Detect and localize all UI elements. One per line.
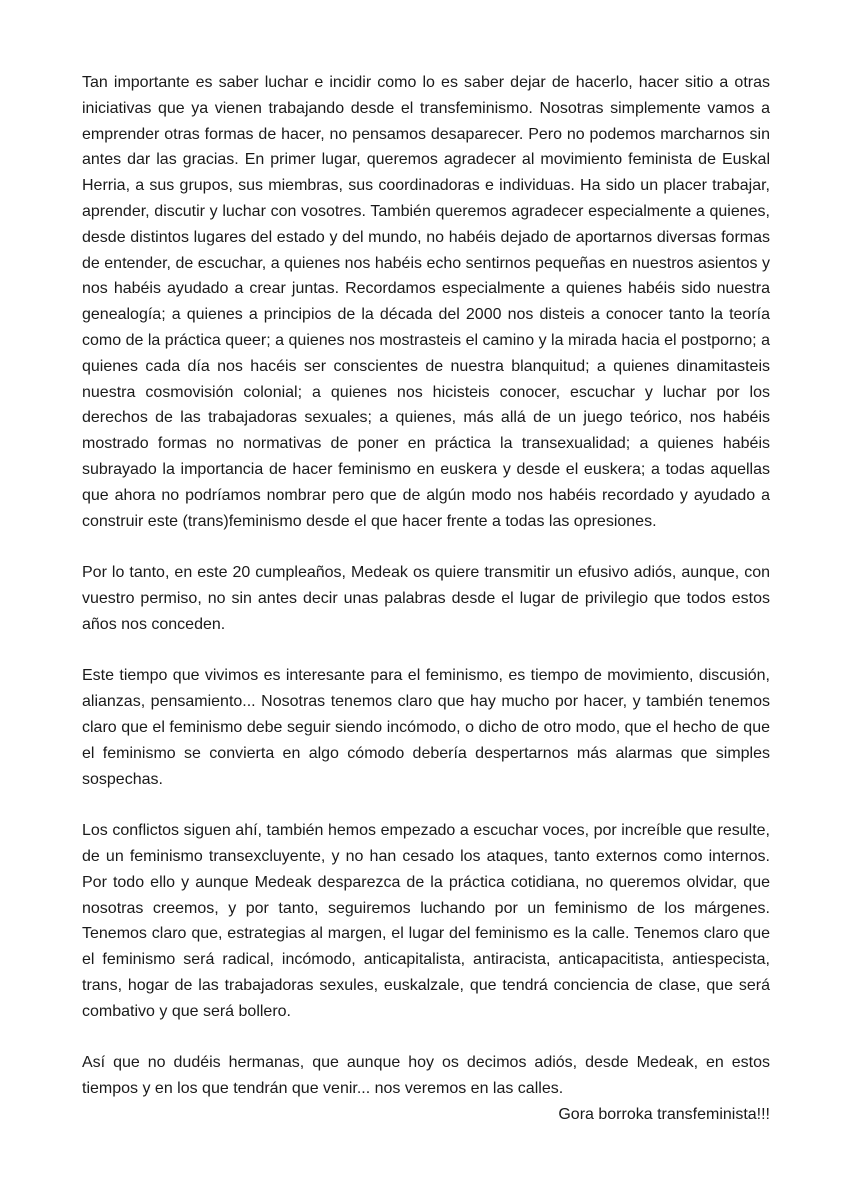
paragraph-conflicts: Los conflictos siguen ahí, también hemos empezado a escuchar voces, por increíble que resulte, de un feminismo transexcluyente, y no han cesado los ataques, tanto externos como internos. Por todo ello y aunque Medeak desparezca de la práctica cotidiana, no queremos olvidar, que nosotras creemos, y por tanto, seguiremos luchando por un feminismo de los márgenes. Tenemos claro que, estrategias al margen, el lugar del feminismo es la calle. Tenemos claro que el feminismo será radical, incómodo, anticapitalista, antiracista, anticapacitista, antiespecista, trans, hogar de las trabajadoras sexules, euskalzale, que tendrá conciencia de clase, que será combativo y que será bollero. — [82, 822, 770, 1020]
closing-slogan: Gora borroka transfeminista!!! — [558, 1105, 770, 1123]
paragraph-farewell: Por lo tanto, en este 20 cumpleaños, Medeak os quiere transmitir un efusivo adiós, aunque, con vuestro permiso, no sin antes decir unas palabras desde el lugar de privilegio que todos estos años nos conceden. — [82, 564, 770, 633]
document-page — [82, 70, 770, 1128]
paragraph-closing-message: Así que no dudéis hermanas, que aunque hoy os decimos adiós, desde Medeak, en estos tiempos y en los que tendrán que venir... nos veremos en las calles. — [82, 1054, 770, 1098]
paragraph-present-time: Este tiempo que vivimos es interesante para el feminismo, es tiempo de movimiento, discusión, alianzas, pensamiento... Nosotras tenemos claro que hay mucho por hacer, y también tenemos claro que el feminismo debe seguir siendo incómodo, o dicho de otro modo, que el hecho de que el feminismo se convierta en algo cómodo debería despertarnos más alarmas que simples sospechas. — [82, 667, 770, 788]
paragraph-gratitude: Tan importante es saber luchar e incidir como lo es saber dejar de hacerlo, hacer sitio a otras iniciativas que ya vienen trabajando desde el transfeminismo. Nosotras simplemente vamos a emprender otras formas de hacer, no pensamos desaparecer. Pero no podemos marcharnos sin antes dar las gracias. En primer lugar, queremos agradecer al movimiento feminista de Euskal Herria, a sus grupos, sus miembras, sus coordinadoras e individuas. Ha sido un placer trabajar, aprender, discutir y luchar con vosotres. También queremos agradecer especialmente a quienes, desde distintos lugares del estado y del mundo, no habéis dejado de aportarnos diversas formas de entender, de escuchar, a quienes nos habéis echo sentirnos pequeñas en nuestros asientos y nos habéis ayudado a crear juntas. Recordamos especialmente a quienes habéis sido nuestra genealogía; a quienes a principios de la década del 2000 nos disteis a conocer tanto la teoría como de la práctica queer; a quienes nos mostrasteis el camino y la mirada hacia el postporno; a quienes cada día nos hacéis ser conscientes de nuestra blanquitud; a quienes dinamitasteis nuestra cosmovisión colonial; a quienes nos hicisteis conocer, escuchar y luchar por los derechos de las trabajadoras sexuales; a quienes, más allá de un juego teórico, nos habéis mostrado formas no normativas de poner en práctica la transexualidad; a quienes habéis subrayado la importancia de hacer feminismo en euskera y desde el euskera; a todas aquellas que ahora no podríamos nombrar pero que de algún modo nos habéis recordado y ayudado a construir este (trans)feminismo desde el que hacer frente a todas las opresiones. — [82, 74, 770, 530]
